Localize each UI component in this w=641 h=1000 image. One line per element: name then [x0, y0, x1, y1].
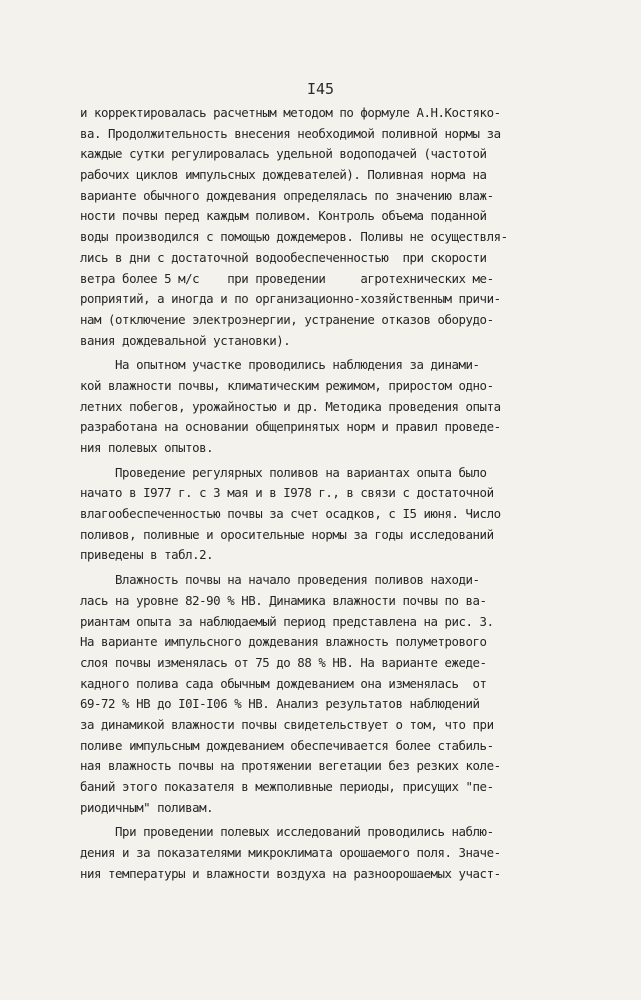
text-line: рабочих циклов импульсных дождевателей). Поливная норма на [80, 167, 487, 183]
text-line: ная влажность почвы на протяжении вегетации без резких коле- [80, 758, 501, 774]
text-line: разработана на основании общепринятых норм и правил проведе- [80, 419, 501, 435]
text-line: дения и за показателями микроклимата орошаемого поля. Значе- [80, 845, 501, 861]
text-line: баний этого показателя в межполивные периоды, присущих "пе- [80, 779, 494, 794]
text-body [80, 103, 560, 884]
text-line: Влажность почвы на начало проведения поливов находи- [80, 572, 480, 588]
text-line: за динамикой влажности почвы свидетельствует о том, что при [80, 716, 494, 732]
text-line: При проведении полевых исследований проводились наблю- [80, 824, 494, 840]
text-line: летних побегов, урожайностью и др. Методика проведения опыта [80, 398, 501, 414]
text-line: вания дождевальной установки). [80, 332, 291, 348]
text-line: нам (отключение электроэнергии, устранение отказов оборудо- [80, 311, 494, 327]
text-line: кадного полива сада обычным дождеванием она изменялась от [80, 675, 487, 691]
text-line: поливов, поливные и оросительные нормы за годы исследований [80, 526, 494, 542]
text-line: На опытном участке проводились наблюдения за динами- [80, 357, 480, 373]
text-line: варианте обычного дождевания определялась по значению влаж- [80, 187, 494, 203]
text-line: Проведение регулярных поливов на вариантах опыта было [80, 464, 487, 480]
text-line: каждые сутки регулировалась удельной водоподачей (частотой [80, 146, 487, 162]
text-line: влагообеспеченностью почвы за счет осадков, с I5 июня. Число [80, 506, 501, 522]
paragraph [80, 570, 560, 818]
text-line: кой влажности почвы, климатическим режимом, приростом одно- [80, 377, 494, 393]
text-line: воды производился с помощью дождемеров. Поливы не осуществля- [80, 229, 508, 245]
paragraph [80, 463, 560, 566]
text-line: ва. Продолжительность внесения необходимой поливной нормы за [80, 125, 501, 141]
text-line: ния полевых опытов. [80, 440, 214, 455]
text-line: лись в дни с достаточной водообеспеченностью при скорости [80, 249, 487, 265]
paragraph [80, 103, 560, 351]
text-line: приведены в табл.2. [80, 547, 214, 563]
text-line: ности почвы перед каждым поливом. Контроль объема поданной [80, 208, 487, 224]
text-line: слоя почвы изменялась от 75 до 88 % НВ. На варианте ежеде- [80, 654, 487, 670]
text-line: начато в I977 г. с 3 мая и в I978 г., в связи с достаточной [80, 485, 494, 501]
text-line: лась на уровне 82-90 % НВ. Динамика влажности почвы по ва- [80, 592, 487, 608]
page-number: I45 [306, 80, 335, 98]
text-line: ния температуры и влажности воздуха на разноорошаемых участ- [80, 865, 501, 881]
text-line: 69-72 % НВ до I0I-I06 % НВ. Анализ результатов наблюдений [80, 696, 480, 712]
text-line: ветра более 5 м/с при проведении агротехнических ме- [80, 270, 494, 286]
text-line: риантам опыта за наблюдаемый период представлена на рис. 3. [80, 613, 494, 629]
text-line: и корректировалась расчетным методом по формуле А.Н.Костяко- [80, 105, 501, 120]
text-line: риодичным" поливам. [80, 799, 214, 815]
paragraph [80, 822, 560, 884]
text-line: роприятий, а иногда и по организационно-хозяйственным причи- [80, 291, 501, 307]
text-line: поливе импульсным дождеванием обеспечивается более стабиль- [80, 737, 494, 753]
text-line: На варианте импульсного дождевания влажность полуметрового [80, 634, 487, 650]
paragraph [80, 355, 560, 458]
